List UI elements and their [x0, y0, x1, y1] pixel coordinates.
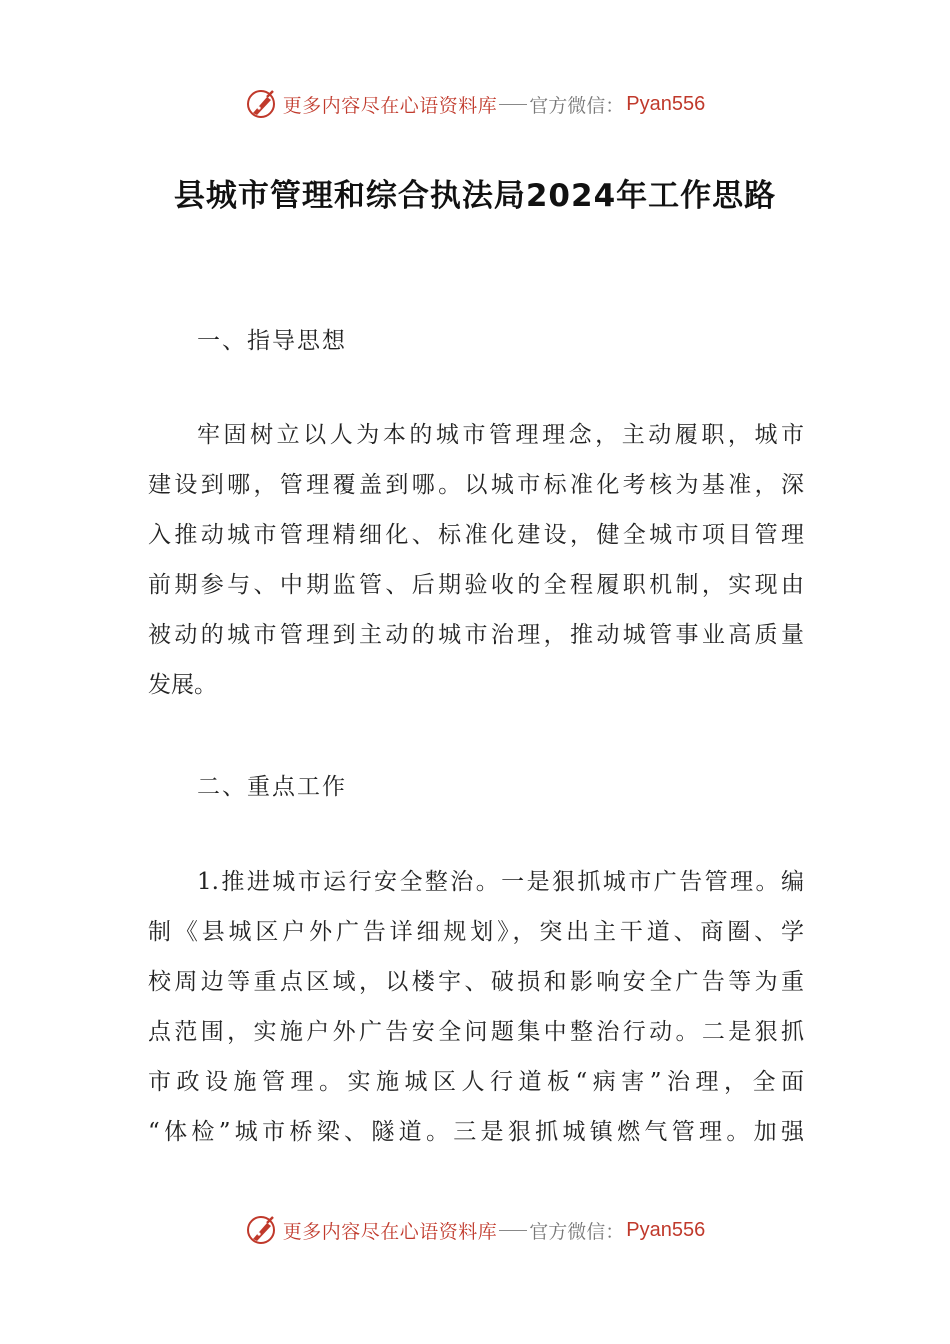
pen-nib-logo-icon [245, 87, 279, 121]
watermark-official-label: 官方微信： [529, 94, 625, 117]
paragraph-guiding-ideology [148, 410, 804, 710]
paragraph-line: 入推动城市管理精细化、标准化建设，健全城市项目管理 [148, 522, 804, 548]
watermark-wechat-id: Pyan556 [626, 1218, 706, 1241]
document-title: 县城市管理和综合执法局2024年工作思路 [173, 178, 777, 214]
paragraph-line: 市政设施管理。实施城区人行道板“病害”治理，全面 [148, 1069, 804, 1095]
watermark-official-label: 官方微信： [529, 1220, 625, 1243]
paragraph-key-work [148, 857, 804, 1157]
paragraph-line: 1.推进城市运行安全整治。一是狠抓城市广告管理。编 [197, 869, 804, 895]
section-heading-guiding-ideology: 一、指导思想 [197, 328, 347, 354]
paragraph-line: 发展。 [148, 672, 217, 698]
watermark-banner-bottom [0, 1212, 950, 1248]
paragraph-line: 制《县城区户外广告详细规划》，突出主干道、商圈、学 [148, 919, 804, 945]
paragraph-line: 前期参与、中期监管、后期验收的全程履职机制，实现由 [148, 572, 804, 598]
paragraph-line: 牢固树立以人为本的城市管理理念，主动履职，城市 [197, 422, 804, 448]
watermark-dash [499, 1230, 527, 1231]
section-heading-key-work: 二、重点工作 [197, 774, 347, 800]
pen-nib-logo-icon [245, 1213, 279, 1247]
watermark-wechat-id: Pyan556 [626, 92, 706, 115]
paragraph-line: 被动的城市管理到主动的城市治理，推动城管事业高质量 [148, 622, 804, 648]
paragraph-line: “体检”城市桥梁、隧道。三是狠抓城镇燃气管理。加强 [148, 1119, 804, 1145]
watermark-brand-text: 更多内容尽在心语资料库 [282, 94, 498, 117]
paragraph-line: 点范围，实施户外广告安全问题集中整治行动。二是狠抓 [148, 1019, 804, 1045]
watermark-banner-top [0, 86, 950, 122]
watermark-dash [499, 104, 527, 105]
paragraph-line: 建设到哪，管理覆盖到哪。以城市标准化考核为基准，深 [148, 472, 804, 498]
paragraph-line: 校周边等重点区域，以楼宇、破损和影响安全广告等为重 [148, 969, 804, 995]
watermark-brand-text: 更多内容尽在心语资料库 [282, 1220, 498, 1243]
